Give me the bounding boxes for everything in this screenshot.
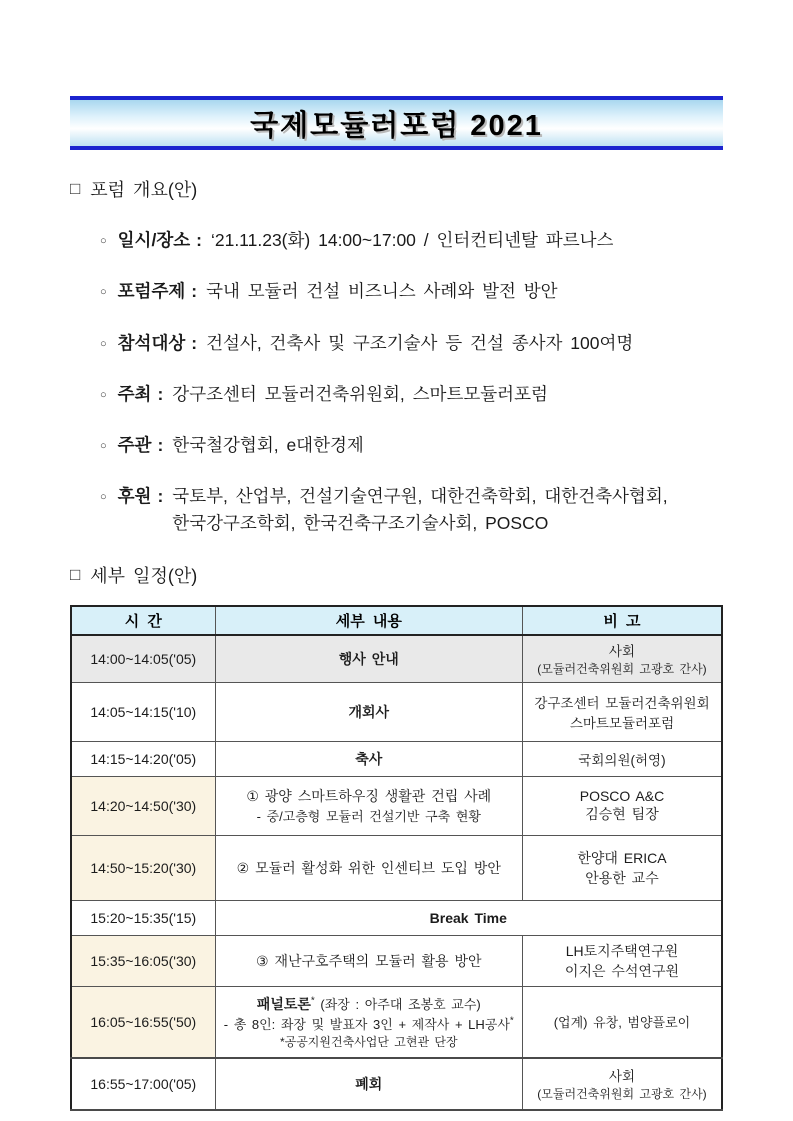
schedule-row-opening-address	[71, 682, 722, 741]
cell-time: 15:35~16:05('30)	[71, 935, 215, 986]
overview-item-label: 참석대상	[117, 332, 186, 353]
note-line-1: POSCO A&C	[579, 787, 665, 804]
schedule-row-presentation-3	[71, 935, 722, 986]
overview-item-attendees	[100, 330, 723, 356]
asterisk-mark: *	[310, 995, 315, 1007]
colon-separator: :	[191, 332, 198, 353]
overview-heading-label: 포럼 개요(안)	[90, 180, 198, 200]
cell-time: 14:00~14:05('05)	[71, 635, 215, 683]
overview-item-topic	[100, 278, 723, 304]
overview-list	[70, 227, 723, 536]
circle-bullet-icon: ○	[100, 440, 107, 452]
note-line-2: 이지은 수석연구원	[564, 962, 680, 979]
schedule-row-congratulatory	[71, 741, 722, 776]
panel-chair: (좌장 : 아주대 조봉호 교수)	[314, 996, 481, 1012]
cell-content: 축사	[215, 741, 522, 776]
overview-item-value: 강구조센터 모듈러건축위원회, 스마트모듈러포럼	[172, 383, 548, 404]
content-line-1	[220, 994, 518, 1014]
schedule-row-break	[71, 900, 722, 935]
schedule-row-presentation-2	[71, 835, 722, 900]
schedule-table	[70, 605, 723, 1111]
note-line-1: LH토지주택연구원	[565, 942, 679, 959]
overview-item-label: 주최	[117, 383, 152, 404]
content-line-1: ① 광양 스마트하우징 생활관 건립 사례	[246, 788, 492, 805]
overview-item-host	[100, 381, 723, 407]
overview-item-value: ‘21.11.23(화) 14:00~17:00 / 인터컨티넨탈 파르나스	[210, 230, 614, 250]
cell-note	[522, 935, 722, 986]
schedule-row-panel	[71, 986, 722, 1058]
cell-note	[522, 835, 722, 900]
note-line-2: 김승현 팀장	[585, 805, 659, 822]
cell-time: 16:55~17:00('05)	[71, 1058, 215, 1110]
overview-item-value	[172, 483, 667, 536]
square-bullet-icon: □	[70, 179, 81, 198]
cell-note: 국회의원(허영)	[522, 741, 722, 776]
cell-time: 14:15~14:20('05)	[71, 741, 215, 776]
cell-note	[522, 682, 722, 741]
note-line-2: (모듈러건축위원회 고광호 간사)	[537, 1087, 707, 1102]
cell-time: 14:05~14:15('10)	[71, 682, 215, 741]
schedule-header-row	[71, 606, 722, 635]
overview-item-sponsors	[100, 483, 723, 536]
cell-content	[215, 776, 522, 835]
overview-item-label: 후원	[117, 486, 152, 507]
cell-content: 행사 안내	[215, 635, 522, 683]
overview-section-heading	[70, 176, 723, 202]
schedule-row-closing	[71, 1058, 722, 1110]
circle-bullet-icon: ○	[100, 388, 107, 401]
page-title: 국제모듈러포럼 2021	[250, 109, 543, 142]
circle-bullet-icon: ○	[100, 286, 107, 299]
cell-time: 14:20~14:50('30)	[71, 776, 215, 835]
overview-item-label: 일시/장소	[117, 230, 191, 250]
schedule-heading-label: 세부 일정(안)	[90, 565, 198, 586]
cell-time: 14:50~15:20('30)	[71, 835, 215, 900]
note-line-1: 사회	[608, 644, 636, 660]
content-line-2	[220, 1014, 518, 1033]
overview-item-datetime	[100, 227, 723, 253]
overview-item-value: 건설사, 건축사 및 구조기술사 등 건설 종사자 100여명	[206, 332, 634, 353]
circle-bullet-icon: ○	[100, 491, 107, 504]
cell-note	[522, 776, 722, 835]
note-line-1: 한양대 ERICA	[577, 849, 667, 866]
colon-separator: :	[196, 230, 202, 250]
colon-separator: :	[157, 383, 164, 404]
cell-content: Break Time	[215, 900, 722, 935]
overview-item-label: 주관	[117, 435, 152, 455]
note-line-2: (모듈러건축위원회 고광호 간사)	[537, 662, 707, 677]
cell-content: ② 모듈러 활성화 위한 인센티브 도입 방안	[215, 835, 522, 900]
content-line-3: *공공지원건축사업단 고현관 단장	[279, 1034, 458, 1049]
schedule-row-presentation-1	[71, 776, 722, 835]
schedule-row-opening	[71, 635, 722, 683]
sponsors-line-2: 한국강구조학회, 한국건축구조기술사회, POSCO	[172, 512, 549, 533]
overview-item-organizer	[100, 432, 723, 458]
note-line-1: 사회	[608, 1069, 636, 1085]
asterisk-mark: *	[509, 1015, 514, 1027]
panel-members: - 총 8인: 좌장 및 발표자 3인 + 제작사 + LH공사	[223, 1016, 510, 1032]
cell-content	[215, 986, 522, 1058]
overview-item-value: 한국철강협회, e대한경제	[172, 435, 364, 455]
note-line-1: 강구조센터 모듈러건축위원회	[534, 695, 710, 711]
colon-separator: :	[157, 435, 164, 455]
note-line-2: 스마트모듈러포럼	[569, 715, 675, 731]
cell-note	[522, 635, 722, 683]
column-header-time: 시 간	[71, 606, 215, 635]
circle-bullet-icon: ○	[100, 337, 107, 350]
sponsors-line-1: 국토부, 산업부, 건설기술연구원, 대한건축학회, 대한건축사협회,	[172, 486, 668, 507]
cell-time: 16:05~16:55('50)	[71, 986, 215, 1058]
cell-content: ③ 재난구호주택의 모듈러 활용 방안	[215, 935, 522, 986]
colon-separator: :	[157, 486, 164, 507]
overview-item-value: 국내 모듈러 건설 비즈니스 사례와 발전 방안	[206, 281, 558, 302]
panel-title: 패널토론	[256, 995, 311, 1012]
cell-time: 15:20~15:35('15)	[71, 900, 215, 935]
cell-note: (업계) 유창, 범양플로이	[522, 986, 722, 1058]
title-banner	[70, 96, 723, 150]
square-bullet-icon: □	[70, 564, 81, 584]
cell-content: 개회사	[215, 682, 522, 741]
content-line-2: - 중/고층형 모듈러 건설기반 구축 현황	[256, 809, 481, 825]
colon-separator: :	[191, 281, 198, 302]
column-header-note: 비 고	[522, 606, 722, 635]
overview-item-label: 포럼주제	[117, 281, 186, 302]
note-line-2: 안용한 교수	[585, 869, 659, 886]
column-header-content: 세부 내용	[215, 606, 522, 635]
cell-content: 폐회	[215, 1058, 522, 1110]
circle-bullet-icon: ○	[100, 235, 107, 247]
schedule-section-heading	[70, 562, 723, 588]
cell-note	[522, 1058, 722, 1110]
